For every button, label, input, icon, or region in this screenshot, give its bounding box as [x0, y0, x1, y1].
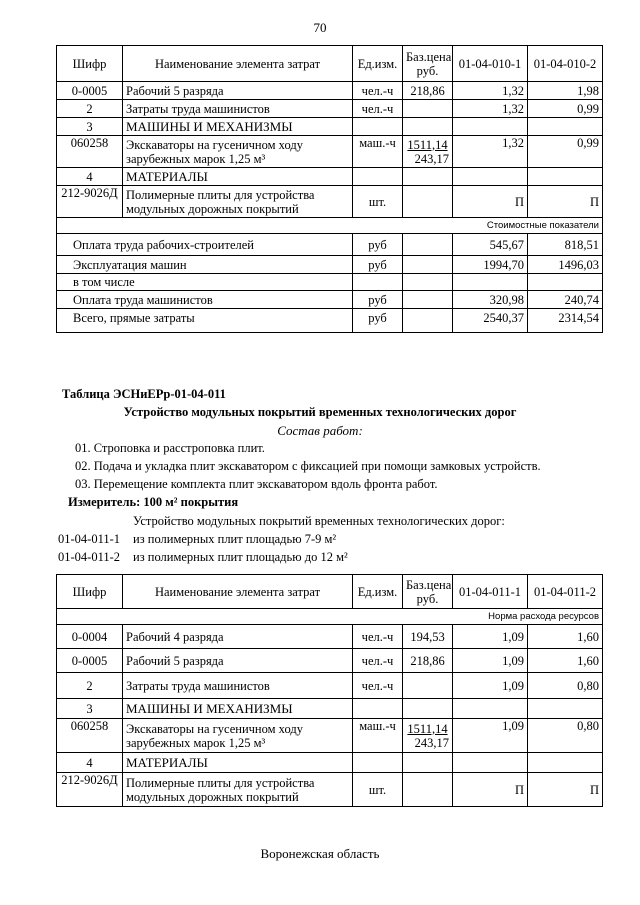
table-row — [57, 136, 603, 168]
cost-unit: руб — [353, 291, 403, 309]
header-col2: 01-04-010-2 — [528, 46, 603, 82]
cost-caption: Стоимостные показатели — [57, 218, 603, 234]
table-row — [57, 773, 603, 807]
norm-caption: Норма расхода ресурсов — [57, 609, 603, 625]
cost-value-2: 818,51 — [528, 234, 603, 256]
norm-caption-row — [57, 609, 603, 625]
table-row — [57, 649, 603, 673]
row-price: 1511,14 243,17 — [403, 719, 453, 753]
table-row — [57, 699, 603, 719]
variants-intro: Устройство модульных покрытий временных технологических дорог: — [133, 514, 505, 528]
page-number: 70 — [313, 20, 327, 35]
cost-value-1: 320,98 — [453, 291, 528, 309]
header-col1: 01-04-011-1 — [453, 575, 528, 609]
row-unit: чел.-ч — [353, 625, 403, 649]
cost-name: в том числе — [57, 274, 353, 291]
cost-unit: руб — [353, 256, 403, 274]
row-value-2: 0,80 — [528, 719, 603, 753]
row-value-1: 1,32 — [453, 100, 528, 118]
cost-row — [57, 309, 603, 333]
row-price: 218,86 — [403, 649, 453, 673]
cost-name: Оплата труда машинистов — [57, 291, 353, 309]
table-row — [57, 118, 603, 136]
page-footer: Воронежская область — [260, 846, 380, 861]
row-value-1: 1,09 — [453, 649, 528, 673]
table-row — [57, 100, 603, 118]
row-code: 212-9026Д — [57, 773, 123, 807]
row-value-1: П — [453, 773, 528, 807]
row-price: 218,86 — [403, 82, 453, 100]
work-item: 03. Перемещение комплекта плит экскаватором вдоль фронта работ. — [75, 477, 438, 491]
row-unit: шт. — [353, 773, 403, 807]
row-unit: чел.-ч — [353, 673, 403, 699]
row-price: 1511,14 243,17 — [403, 136, 453, 168]
row-code: 2 — [57, 100, 123, 118]
header-code: Шифр — [57, 575, 123, 609]
row-value-1: 1,09 — [453, 719, 528, 753]
row-name: Рабочий 5 разряда — [123, 82, 353, 100]
cost-value-2: 240,74 — [528, 291, 603, 309]
cost-name: Эксплуатация машин — [57, 256, 353, 274]
resource-table-011 — [56, 574, 603, 807]
row-value-2: 0,99 — [528, 136, 603, 168]
variant-text: из полимерных плит площадью до 12 м² — [133, 550, 348, 564]
table-row — [57, 625, 603, 649]
variant-code: 01-04-011-1 — [58, 532, 121, 546]
row-unit: чел.-ч — [353, 82, 403, 100]
cost-row — [57, 234, 603, 256]
measure: Измеритель: 100 м² покрытия — [68, 495, 239, 509]
table-row — [57, 673, 603, 699]
header-code: Шифр — [57, 46, 123, 82]
table-label: Таблица ЭСНиЕРр-01-04-011 — [62, 387, 226, 401]
cost-caption-row — [57, 218, 603, 234]
work-caption: Состав работ: — [277, 423, 363, 438]
row-value-2: 1,60 — [528, 649, 603, 673]
section-heading: МАТЕРИАЛЫ — [123, 753, 353, 773]
cost-name: Всего, прямые затраты — [57, 309, 353, 333]
table-row — [57, 82, 603, 100]
row-value-1: 1,32 — [453, 82, 528, 100]
cost-row — [57, 274, 603, 291]
section-heading: МАШИНЫ И МЕХАНИЗМЫ — [123, 699, 353, 719]
row-unit: маш.-ч — [353, 719, 403, 753]
row-code: 0-0005 — [57, 649, 123, 673]
work-item: 02. Подача и укладка плит экскаватором с фиксацией при помощи замковых устройств. — [75, 459, 541, 473]
header-price: Баз.цена руб. — [403, 575, 453, 609]
row-name: Рабочий 5 разряда — [123, 649, 353, 673]
header-name: Наименование элемента затрат — [123, 575, 353, 609]
cost-value-2: 2314,54 — [528, 309, 603, 333]
row-code: 3 — [57, 699, 123, 719]
section-heading: МАШИНЫ И МЕХАНИЗМЫ — [123, 118, 353, 136]
row-value-2: 1,60 — [528, 625, 603, 649]
header-col1: 01-04-010-1 — [453, 46, 528, 82]
cost-value-2: 1496,03 — [528, 256, 603, 274]
row-unit: маш.-ч — [353, 136, 403, 168]
row-price: 194,53 — [403, 625, 453, 649]
cost-name: Оплата труда рабочих-строителей — [57, 234, 353, 256]
table-row — [57, 168, 603, 186]
table-header-row — [57, 575, 603, 609]
row-name: Рабочий 4 разряда — [123, 625, 353, 649]
row-value-1: П — [453, 186, 528, 218]
row-name: Затраты труда машинистов — [123, 673, 353, 699]
header-price: Баз.цена руб. — [403, 46, 453, 82]
row-name: Полимерные плиты для устройства модульных дорожных покрытий — [123, 773, 353, 807]
row-value-1: 1,32 — [453, 136, 528, 168]
header-name: Наименование элемента затрат — [123, 46, 353, 82]
row-code: 0-0004 — [57, 625, 123, 649]
table-row — [57, 186, 603, 218]
row-name: Затраты труда машинистов — [123, 100, 353, 118]
row-value-2: 1,98 — [528, 82, 603, 100]
cost-value-1: 545,67 — [453, 234, 528, 256]
table-row — [57, 753, 603, 773]
row-value-1: 1,09 — [453, 625, 528, 649]
row-code: 060258 — [57, 719, 123, 753]
row-name: Полимерные плиты для устройства модульных дорожных покрытий — [123, 186, 353, 218]
row-value-2: 0,99 — [528, 100, 603, 118]
row-code: 212-9026Д — [57, 186, 123, 218]
cost-value-1: 1994,70 — [453, 256, 528, 274]
row-name: Экскаваторы на гусеничном ходу зарубежных марок 1,25 м³ — [123, 719, 353, 753]
cost-unit: руб — [353, 309, 403, 333]
row-code: 0-0005 — [57, 82, 123, 100]
row-unit: чел.-ч — [353, 649, 403, 673]
cost-row — [57, 291, 603, 309]
row-value-2: П — [528, 186, 603, 218]
section-heading: МАТЕРИАЛЫ — [123, 168, 353, 186]
resource-table-010 — [56, 45, 603, 333]
row-code: 3 — [57, 118, 123, 136]
header-unit: Ед.изм. — [353, 575, 403, 609]
row-value-2: 0,80 — [528, 673, 603, 699]
variant-text: из полимерных плит площадью 7-9 м² — [133, 532, 337, 546]
cost-unit: руб — [353, 234, 403, 256]
row-code: 060258 — [57, 136, 123, 168]
section-title: Устройство модульных покрытий временных технологических дорог — [123, 405, 517, 419]
cost-value-1: 2540,37 — [453, 309, 528, 333]
row-unit: шт. — [353, 186, 403, 218]
variant-code: 01-04-011-2 — [58, 550, 121, 564]
row-code: 4 — [57, 168, 123, 186]
header-unit: Ед.изм. — [353, 46, 403, 82]
row-code: 4 — [57, 753, 123, 773]
row-name: Экскаваторы на гусеничном ходу зарубежных марок 1,25 м³ — [123, 136, 353, 168]
work-item: 01. Строповка и расстроповка плит. — [75, 441, 265, 455]
row-unit: чел.-ч — [353, 100, 403, 118]
cost-row — [57, 256, 603, 274]
table-row — [57, 719, 603, 753]
row-value-2: П — [528, 773, 603, 807]
header-col2: 01-04-011-2 — [528, 575, 603, 609]
row-code: 2 — [57, 673, 123, 699]
row-value-1: 1,09 — [453, 673, 528, 699]
table-header-row — [57, 46, 603, 82]
